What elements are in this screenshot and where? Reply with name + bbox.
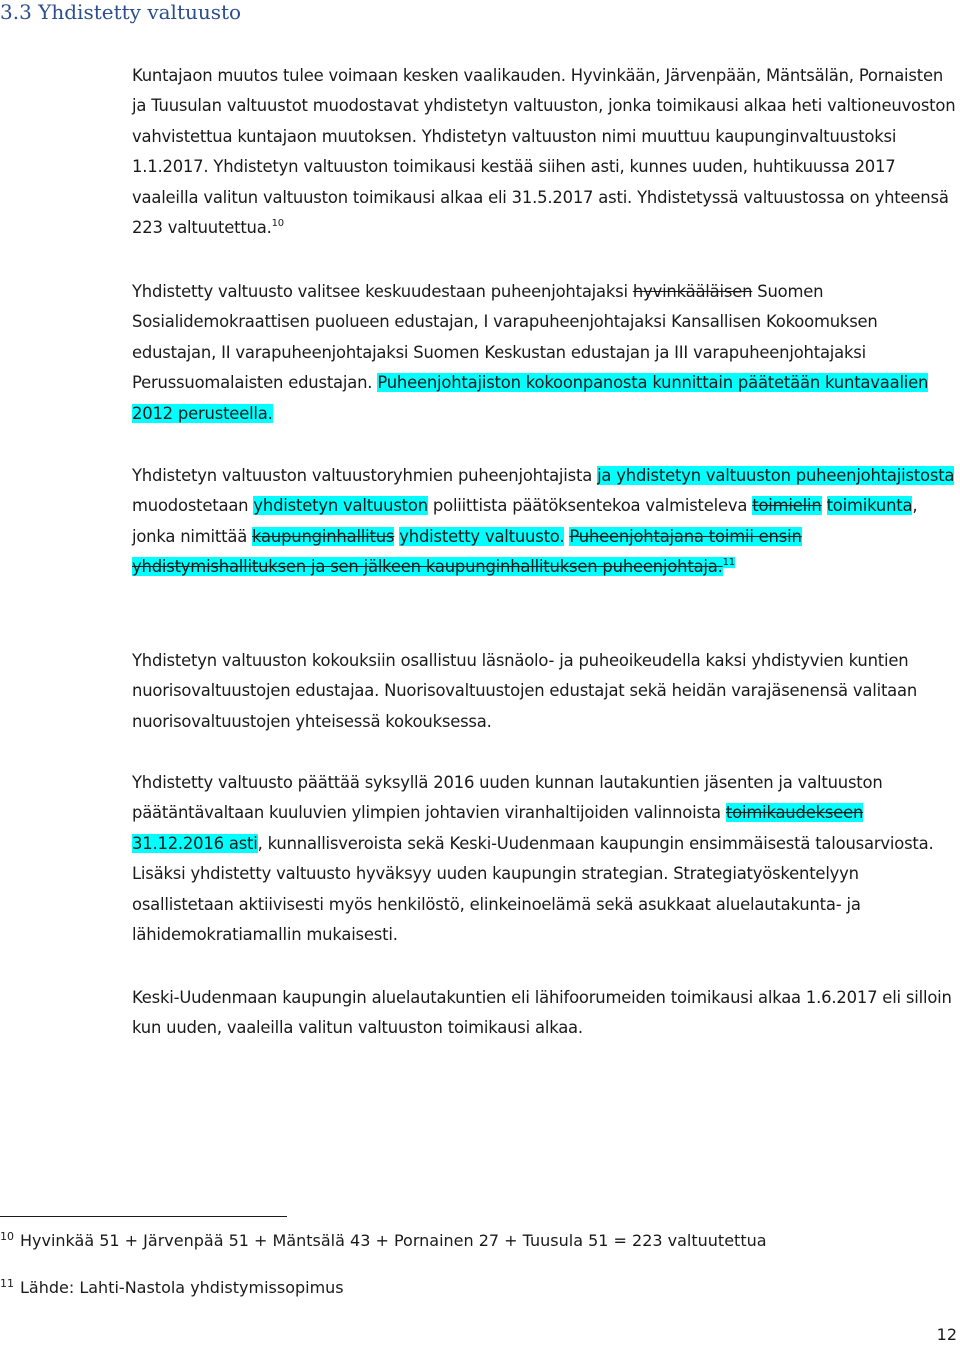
footnote-ref-11[interactable]: 11	[722, 557, 735, 569]
highlighted-text: 31.12.2016 asti	[132, 833, 258, 853]
paragraph-term-start	[132, 61, 958, 243]
highlighted-text: Puheenjohtajiston kokoonpanosta kunnittain päätetään kuntavaalien 2012 perusteella.	[132, 373, 929, 423]
paragraph-autumn-decisions	[132, 768, 958, 950]
paragraph-chairmanship	[132, 277, 958, 429]
footnote-11	[0, 1277, 344, 1299]
footnote-number: 10	[0, 1230, 14, 1243]
paragraph-local-forums	[132, 983, 958, 1044]
footnote-divider	[0, 1216, 287, 1217]
text-segment	[822, 496, 827, 515]
text-segment: Yhdistetty valtuusto valitsee keskuudestaan puheenjohtajaksi	[132, 282, 633, 301]
text-segment: poliittista päätöksentekoa valmisteleva	[427, 496, 753, 516]
text-segment: muodostetaan	[132, 496, 254, 516]
highlighted-deleted-text: toimikaudekseen	[725, 803, 864, 823]
highlighted-text: ja yhdistetyn valtuuston puheenjohtajistosta	[597, 466, 955, 485]
text-segment: Suomen Sosialidemokraattisen puolueen edustajan, I varapuheenjohtajaksi Kansallisen Kokoomuksen edustajan, II varapuheenjohtajaksi Suomen Keskustan edustajan ja III varapuheenjohtajaksi Perussuomalaisten edustajan.	[132, 282, 878, 393]
footnote-10	[0, 1230, 767, 1252]
paragraph-text: Keski-Uudenmaan kaupungin aluelautakuntien eli lähifoorumeiden toimikausi alkaa 1.6.2017 eli silloin kun uuden, vaaleilla valitun valtuuston toimikausi alkaa.	[132, 988, 952, 1038]
paragraph-text: Kuntajaon muutos tulee voimaan kesken vaalikauden. Hyvinkään, Järvenpään, Mäntsälän, Pornaisten ja Tuusulan valtuustot muodostavat yhdistetyn valtuuston, jonka toimikausi alkaa heti valtioneuvoston vahvistettua kuntajaon muutoksen. Yhdistetyn valtuuston nimi muuttuu kaupunginvaltuustoksi 1.1.2017. Yhdistetyn valtuuston toimikausi kestää siihen asti, kunnes uuden, huhtikuussa 2017 vaaleilla valitun valtuuston toimikausi alkaa eli 31.5.2017 asti. Yhdistetyssä valtuustossa on yhteensä 223 valtuutettua.	[132, 66, 956, 238]
highlighted-text: toimikunta	[826, 496, 913, 516]
paragraph-youth-councils	[132, 646, 958, 737]
text-segment: Yhdistetty valtuusto päättää syksyllä 2016 uuden kunnan lautakuntien jäsenten ja valtuuston päätäntävaltaan kuuluvien ylimpien johtavien viranhaltijoiden valinnoista	[132, 773, 883, 823]
highlighted-deleted-text: kaupunginhallitus	[252, 526, 395, 546]
highlighted-text: yhdistetyn valtuuston	[253, 496, 428, 516]
highlighted-deleted-text: toimielin	[752, 496, 822, 516]
paragraph-council-groups	[132, 461, 958, 583]
text-segment: , jonka nimittää	[132, 496, 918, 546]
footnote-text: Lähde: Lahti-Nastola yhdistymissopimus	[20, 1278, 344, 1297]
section-heading	[0, 0, 241, 24]
paragraph-text: Yhdistetyn valtuuston kokouksiin osallistuu läsnäolo- ja puheoikeudella kaksi yhdistyvien kuntien nuorisovaltuustojen edustajaa. Nuorisovaltuustojen edustajat sekä heidän varajäsenensä valitaan nuorisovaltuustojen yhteisessä kokouksessa.	[132, 651, 918, 731]
section-title: Yhdistetty valtuusto	[38, 0, 242, 24]
section-number: 3.3	[0, 0, 32, 24]
deleted-text: hyvinkääläisen	[632, 282, 753, 301]
page-number: 12	[936, 1325, 957, 1344]
footnote-text: Hyvinkää 51 + Järvenpää 51 + Mäntsälä 43 + Pornainen 27 + Tuusula 51 = 223 valtuutettua	[20, 1231, 767, 1250]
text-segment: Yhdistetyn valtuuston valtuustoryhmien puheenjohtajista	[132, 466, 598, 485]
highlighted-text: yhdistetty valtuusto.	[399, 526, 565, 546]
highlighted-deleted-text: Puheenjohtajana toimii ensin yhdistymishallituksen ja sen jälkeen kaupunginhallituksen puheenjohtaja.	[132, 526, 802, 577]
footnote-ref-10[interactable]: 10	[271, 218, 284, 230]
footnote-number: 11	[0, 1277, 14, 1290]
text-segment: , kunnallisveroista sekä Keski-Uudenmaan kaupungin ensimmäisestä talousarviosta. Lisäksi yhdistetty valtuusto hyväksyy uuden kaupungin strategian. Strategiatyöskentelyyn osallistetaan aktiivisesti myös henkilöstö, elinkeinoelämä sekä asukkaat aluelautakunta- ja lähidemokratiamallin mukaisesti.	[132, 833, 934, 945]
